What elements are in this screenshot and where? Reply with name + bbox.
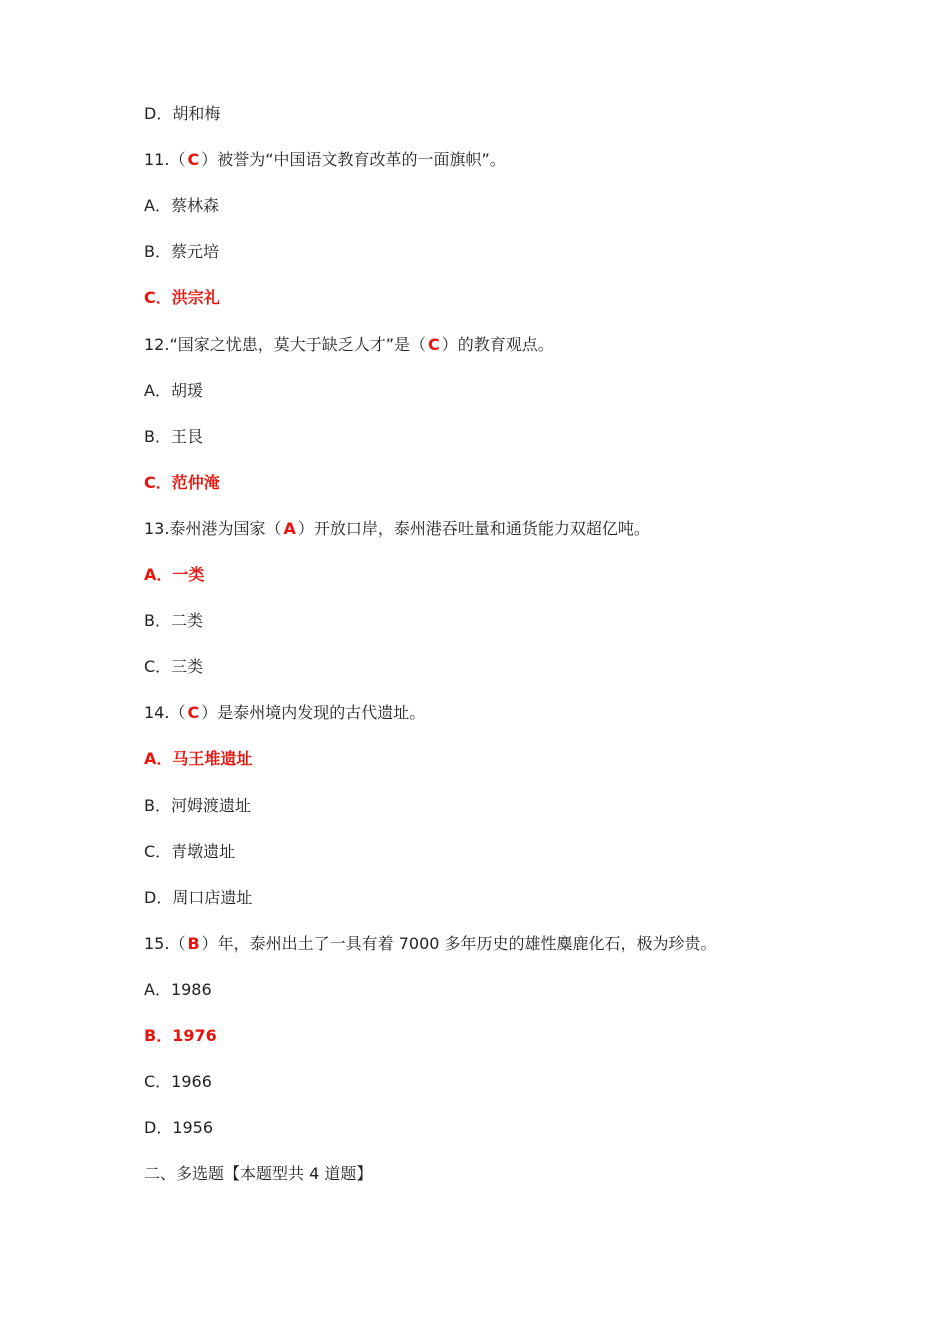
line-text: ）的教育观点。 (441, 335, 554, 354)
answer-letter: B (187, 934, 200, 953)
line-text: A．一类 (144, 565, 205, 584)
line-text: ）开放口岸，泰州港吞吐量和通货能力双超亿吨。 (297, 519, 650, 538)
line-text: C．1966 (144, 1072, 212, 1091)
text-line (144, 796, 251, 816)
line-text: ）被誉为“中国语文教育改革的一面旗帜”。 (201, 150, 506, 169)
line-text: C．洪宗礼 (144, 288, 220, 307)
line-text: A．蔡林森 (144, 196, 219, 215)
question-line (144, 934, 717, 954)
line-text: 11.（ (144, 150, 186, 169)
text-line (144, 242, 219, 262)
answer-letter: C (428, 335, 440, 354)
line-text: 14.（ (144, 703, 186, 722)
line-text: 12.“国家之忧患，莫大于缺乏人才”是（ (144, 335, 427, 354)
text-line (144, 381, 203, 401)
line-text: 二、多选题【本题型共 4 道题】 (144, 1164, 373, 1183)
text-line (144, 104, 220, 124)
line-text: A．1986 (144, 980, 212, 999)
text-line (144, 657, 203, 677)
answer-letter: C (187, 703, 200, 722)
answer-letter: A (283, 519, 296, 538)
text-line (144, 1072, 212, 1092)
line-text: B．蔡元培 (144, 242, 219, 261)
line-text: B．1976 (144, 1026, 217, 1045)
question-line (144, 335, 554, 355)
line-text: A．胡瑗 (144, 381, 203, 400)
line-text: C．青墩遗址 (144, 842, 236, 861)
line-text: C．三类 (144, 657, 204, 676)
question-line (144, 150, 506, 170)
line-text: 15.（ (144, 934, 186, 953)
answer-letter: C (187, 150, 200, 169)
line-text: B．二类 (144, 611, 203, 630)
text-line (144, 1118, 213, 1138)
line-text: D．周口店遗址 (144, 888, 253, 907)
line-text: A．马王堆遗址 (144, 749, 253, 768)
text-line (144, 427, 203, 447)
correct-option-line (144, 288, 220, 308)
text-line (144, 980, 212, 1000)
text-line (144, 888, 252, 908)
correct-option-line (144, 473, 220, 493)
question-line (144, 519, 650, 539)
text-line (144, 1164, 372, 1184)
line-text: B．王艮 (144, 427, 203, 446)
line-text: C．范仲淹 (144, 473, 220, 492)
line-text: ）年，泰州出土了一具有着 7000 多年历史的雄性麋鹿化石，极为珍贵。 (201, 934, 717, 953)
correct-option-line (144, 749, 252, 769)
text-line (144, 611, 203, 631)
line-text: ）是泰州境内发现的古代遗址。 (201, 703, 426, 722)
text-line (144, 196, 219, 216)
correct-option-line (144, 1026, 217, 1046)
line-text: 13.泰州港为国家（ (144, 519, 282, 538)
correct-option-line (144, 565, 204, 585)
line-text: D．1956 (144, 1118, 214, 1137)
text-line (144, 842, 235, 862)
line-text: D．胡和梅 (144, 104, 221, 123)
question-line (144, 703, 425, 723)
line-text: B．河姆渡遗址 (144, 796, 251, 815)
